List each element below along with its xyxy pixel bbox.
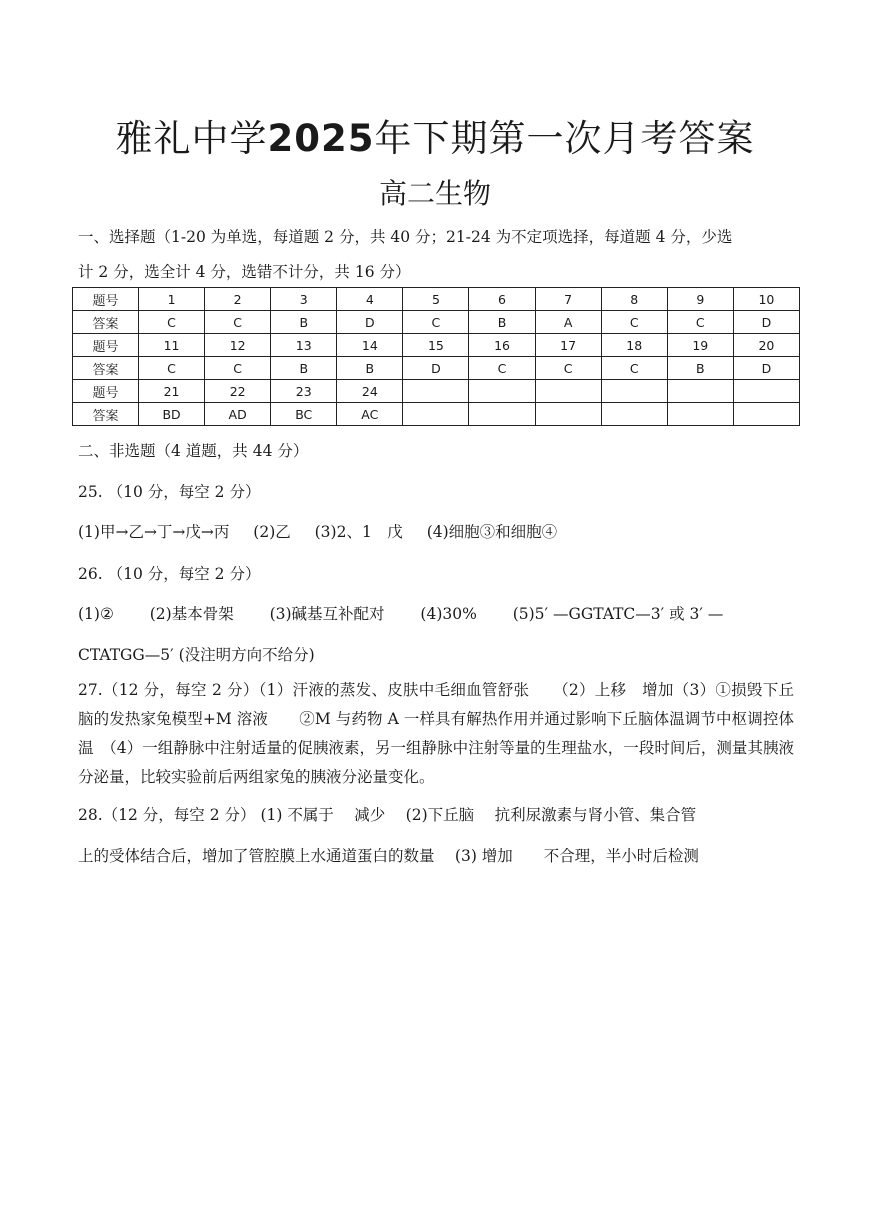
q26-answer-4: (4)30%	[420, 605, 477, 623]
question-number-cell: 24	[337, 380, 403, 403]
answer-cell: A	[535, 311, 601, 334]
row-label: 答案	[73, 357, 139, 380]
answer-cell: D	[733, 311, 799, 334]
section1-instructions-line2: 计 2 分，选全计 4 分，选错不计分，共 16 分）	[78, 263, 411, 281]
answer-cell: AD	[205, 403, 271, 426]
answer-cell: B	[337, 357, 403, 380]
q25-heading: 25. （10 分，每空 2 分）	[78, 483, 261, 501]
question-number-cell: 20	[733, 334, 799, 357]
answer-row	[73, 311, 800, 334]
q26-answer-1: (1)②	[78, 605, 114, 623]
row-label: 答案	[73, 403, 139, 426]
question-number-cell: 15	[403, 334, 469, 357]
title-prefix: 雅礼中学	[115, 117, 268, 160]
q25-answer-4: (4)细胞③和细胞④	[426, 523, 558, 541]
question-number-cell: 19	[667, 334, 733, 357]
row-label: 题号	[73, 334, 139, 357]
question-number-cell: 8	[601, 288, 667, 311]
row-label: 答案	[73, 311, 139, 334]
question-number-cell: 21	[139, 380, 205, 403]
q26-answer-3: (3)碱基互补配对	[269, 605, 385, 623]
q27-answer: 27.（12 分，每空 2 分）（1）汗液的蒸发、皮肤中毛细血管舒张 （2）上移 增加（3）①损毁下丘脑的发热家兔模型+M 溶液 ②M 与药物 A 一样具有解热作用并通过影响下丘脑体温调节中枢调控体温 （4）一组静脉中注射适量的促胰液素，另一组静脉中注射等量的生理盐水，一段时间后，测量其胰液分泌量，比较实验前后两组家兔的胰液分泌量变化。	[78, 681, 794, 786]
q28-answer-line2: 上的受体结合后，增加了管腔膜上水通道蛋白的数量 (3) 增加 不合理，半小时后检测	[78, 847, 699, 865]
question-number-row	[73, 380, 800, 403]
answer-cell: C	[469, 357, 535, 380]
answer-cell: B	[469, 311, 535, 334]
question-number-cell: 11	[139, 334, 205, 357]
question-number-cell	[535, 380, 601, 403]
answer-cell: C	[403, 311, 469, 334]
answer-cell: C	[535, 357, 601, 380]
question-number-cell: 10	[733, 288, 799, 311]
answer-row	[73, 357, 800, 380]
answer-cell	[667, 403, 733, 426]
question-number-cell: 16	[469, 334, 535, 357]
question-number-cell: 9	[667, 288, 733, 311]
question-number-cell: 3	[271, 288, 337, 311]
section1-instructions-line1: 一、选择题（1-20 为单选，每道题 2 分，共 40 分；21-24 为不定项选择，每道题 4 分，少选	[78, 228, 733, 246]
answer-row	[73, 403, 800, 426]
answer-cell: C	[139, 357, 205, 380]
answer-cell: B	[271, 311, 337, 334]
answer-cell	[469, 403, 535, 426]
question-number-cell	[733, 380, 799, 403]
q25-answer-3: (3)2、1 戊	[314, 523, 403, 541]
question-number-cell: 14	[337, 334, 403, 357]
q26-answer-5: (5)5′ —GGTATC—3′ 或 3′ —	[512, 605, 724, 623]
answer-cell: B	[271, 357, 337, 380]
q28-answer-line1: 28.（12 分，每空 2 分） (1) 不属于 减少 (2)下丘脑 抗利尿激素与肾小管、集合管	[78, 806, 697, 824]
question-number-cell	[469, 380, 535, 403]
answer-cell: C	[205, 311, 271, 334]
answer-cell: C	[205, 357, 271, 380]
question-number-cell	[601, 380, 667, 403]
question-number-cell: 12	[205, 334, 271, 357]
answer-cell: AC	[337, 403, 403, 426]
answer-cell: C	[139, 311, 205, 334]
question-number-row	[73, 334, 800, 357]
question-number-cell: 6	[469, 288, 535, 311]
answer-cell	[601, 403, 667, 426]
question-number-cell	[403, 380, 469, 403]
answer-cell: D	[733, 357, 799, 380]
q26-heading: 26. （10 分，每空 2 分）	[78, 565, 261, 583]
answer-cell: BC	[271, 403, 337, 426]
question-number-cell: 1	[139, 288, 205, 311]
answer-cell: C	[601, 311, 667, 334]
q26-answer-5-continued: CTATGG—5′ (没注明方向不给分)	[78, 646, 315, 664]
q25-answer-1: (1)甲→乙→丁→戊→丙	[78, 523, 230, 541]
answer-cell: D	[403, 357, 469, 380]
answer-cell	[403, 403, 469, 426]
question-number-cell: 17	[535, 334, 601, 357]
answer-cell: C	[601, 357, 667, 380]
question-number-cell: 5	[403, 288, 469, 311]
q26-answer-2: (2)基本骨架	[149, 605, 234, 623]
question-number-cell: 22	[205, 380, 271, 403]
answer-cell: C	[667, 311, 733, 334]
question-number-cell: 13	[271, 334, 337, 357]
page-title	[0, 112, 870, 166]
question-number-cell: 7	[535, 288, 601, 311]
question-number-cell: 23	[271, 380, 337, 403]
question-number-cell: 4	[337, 288, 403, 311]
q25-answers	[78, 522, 798, 542]
answer-cell	[733, 403, 799, 426]
q25-answer-2: (2)乙	[253, 523, 291, 541]
row-label: 题号	[73, 380, 139, 403]
answer-cell: B	[667, 357, 733, 380]
q26-answers	[78, 604, 798, 624]
title-year: 2025	[267, 117, 375, 160]
title-suffix: 年下期第一次月考答案	[374, 117, 755, 160]
answer-cell: D	[337, 311, 403, 334]
question-number-cell: 18	[601, 334, 667, 357]
section2-heading: 二、非选题（4 道题，共 44 分）	[78, 442, 309, 460]
answer-table	[72, 287, 800, 426]
answer-cell: BD	[139, 403, 205, 426]
question-number-cell: 2	[205, 288, 271, 311]
answer-cell	[535, 403, 601, 426]
page-subtitle: 高二生物	[378, 177, 491, 210]
question-number-row	[73, 288, 800, 311]
question-number-cell	[667, 380, 733, 403]
row-label: 题号	[73, 288, 139, 311]
